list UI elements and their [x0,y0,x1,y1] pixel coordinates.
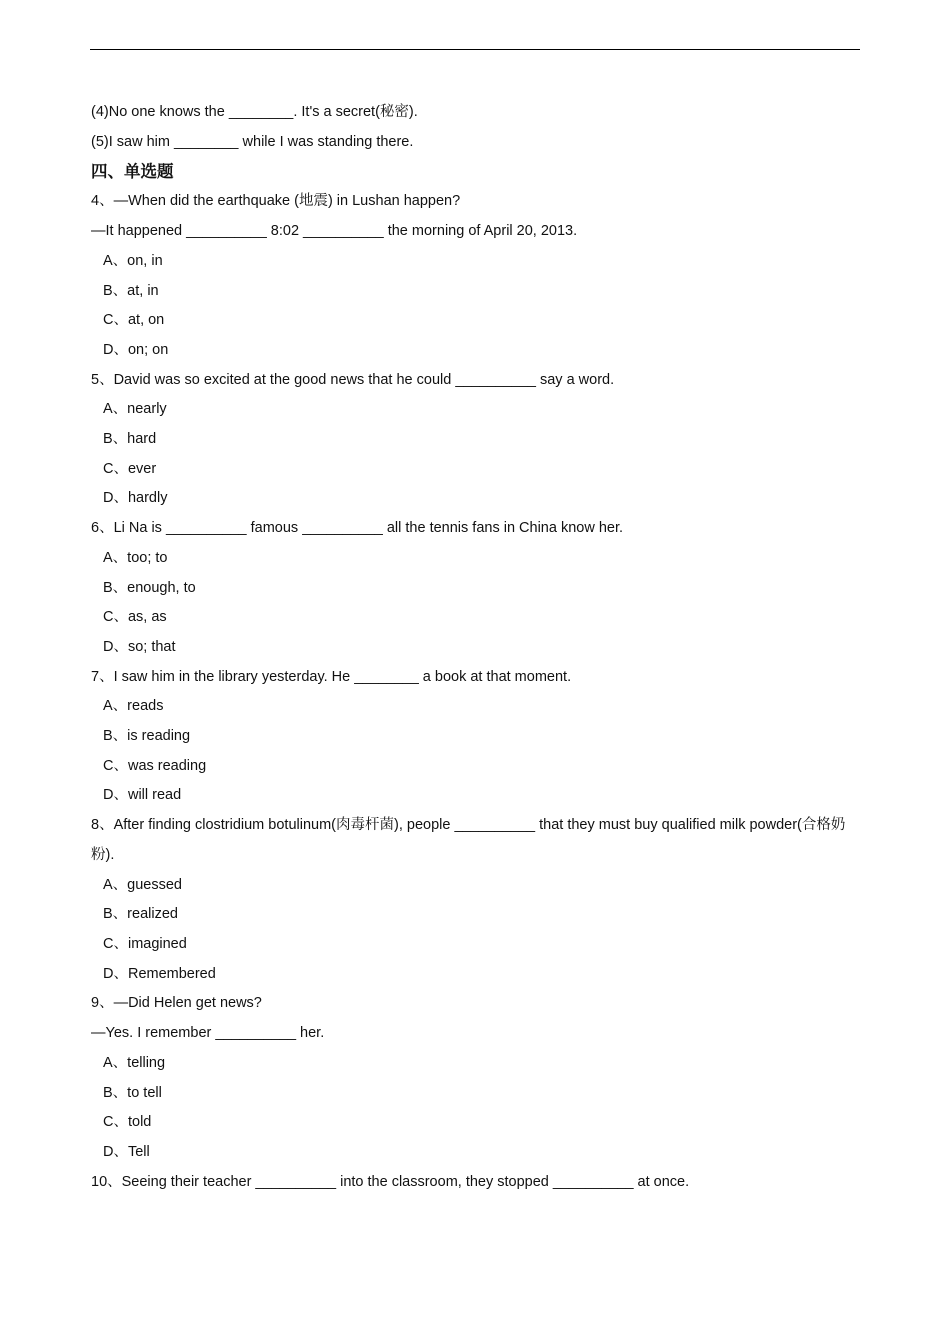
option-b: B、is reading [103,728,191,745]
option-d: D、Remembered [103,965,216,982]
option-d: D、hardly [103,490,168,507]
question-text: 8、After finding clostridium botulinum(肉毒杆菌), people __________ that they must buy qualified milk powder(合格奶粉). [91,817,846,863]
option-c: C、was reading [103,757,207,774]
question-8 [91,811,851,989]
question-7 [91,663,851,812]
option-d: D、will read [103,787,182,804]
option-a: A、on, in [103,252,163,269]
fill-item-5: (5)I saw him ________ while I was standing there. [91,133,414,150]
option-a: A、nearly [103,401,167,418]
option-d: D、Tell [103,1143,150,1160]
question-10 [91,1168,851,1198]
option-c: C、as, as [103,609,167,626]
option-d: D、on; on [103,341,169,358]
document-content [91,98,851,1197]
header-rule [90,49,860,50]
question-text: 9、—Did Helen get news? [91,995,262,1012]
option-d: D、so; that [103,638,176,655]
question-5 [91,366,851,515]
option-b: B、realized [103,906,178,923]
option-c: C、at, on [103,312,165,329]
option-c: C、ever [103,460,157,477]
option-b: B、at, in [103,282,159,299]
option-a: A、too; to [103,549,168,566]
question-4 [91,187,851,365]
question-9 [91,989,851,1167]
option-b: B、to tell [103,1084,162,1101]
question-text: 4、—When did the earthquake (地震) in Lushan happen? [91,193,461,210]
option-b: B、hard [103,431,157,448]
question-text: 6、Li Na is __________ famous __________ all the tennis fans in China know her. [91,520,624,537]
option-a: A、guessed [103,876,182,893]
fill-item-4: (4)No one knows the ________. It's a secret(秘密). [91,104,418,120]
section-title: 四、单选题 [91,162,174,182]
option-a: A、reads [103,698,164,715]
option-c: C、imagined [103,935,187,952]
question-text: —It happened __________ 8:02 __________ the morning of April 20, 2013. [91,223,578,240]
option-b: B、enough, to [103,579,196,596]
question-text: 7、I saw him in the library yesterday. He ________ a book at that moment. [91,668,572,685]
option-a: A、telling [103,1054,166,1071]
question-text: 10、Seeing their teacher __________ into the classroom, they stopped __________ at once. [91,1173,690,1190]
option-c: C、told [103,1114,152,1131]
question-6 [91,514,851,663]
question-text: —Yes. I remember __________ her. [91,1025,325,1042]
question-text: 5、David was so excited at the good news that he could __________ say a word. [91,371,615,388]
